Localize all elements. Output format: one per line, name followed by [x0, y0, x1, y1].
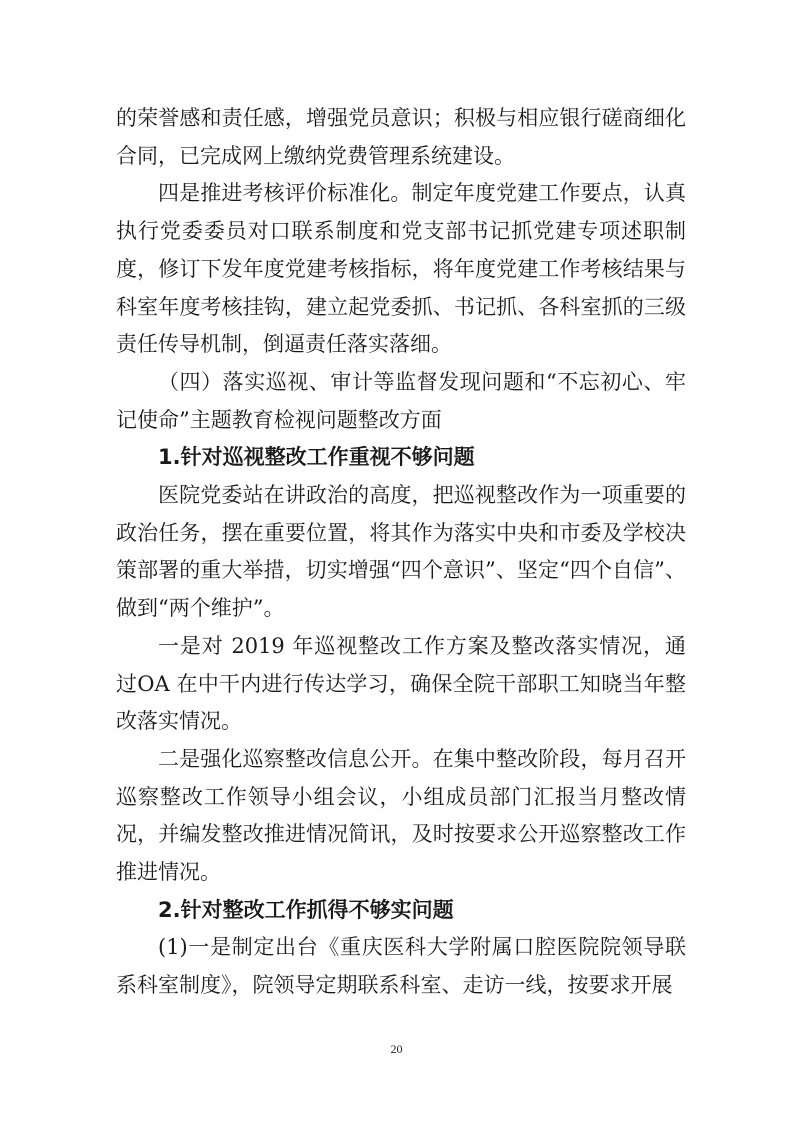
document-body [116, 100, 686, 1005]
paragraph-inspection-priority: 医院党委站在讲政治的高度，把巡视整改作为一项重要的政治任务，摆在重要位置，将其作为落实中央和市委及学校决策部署的重大举措，切实增强“四个意识”、坚定“四个自信”、做到“两个维护”。 [116, 483, 686, 621]
page-number: 20 [390, 1042, 403, 1056]
paragraph-continuation: 的荣誉感和责任感，增强党员意识；积极与相应银行磋商细化合同，已完成网上缴纳党费管理系统建设。 [116, 106, 686, 168]
paragraph-disclosure: 二是强化巡察整改信息公开。在集中整改阶段，每月召开巡察整改工作领导小组会议，小组成员部门汇报当月整改情况，并编发整改推进情况简讯，及时按要求公开巡察整改工作推进情况。 [116, 746, 686, 885]
paragraph-leadership-system: (1)一是制定出台《重庆医科大学附属口腔医院院领导联系科室制度》，院领导定期联系科室、走访一线，按要求开展 [116, 935, 686, 998]
subheading-1: 1.针对巡视整改工作重视不够问题 [158, 445, 475, 470]
paragraph-assessment: 四是推进考核评价标准化。制定年度党建工作要点，认真执行党委委员对口联系制度和党支部书记抓党建专项述职制度，修订下发年度党建考核指标，将年度党建工作考核结果与科室年度考核挂钩，建立起党委抓、书记抓、各科室抓的三级责任传导机制，倒逼责任落实落细。 [116, 181, 686, 357]
paragraph-2019-plan: 一是对 2019 年巡视整改工作方案及整改落实情况，通过OA 在中干内进行传达学习，确保全院干部职工知晓当年整改落实情况。 [116, 633, 686, 734]
section-heading-4: （四）落实巡视、审计等监督发现问题和“不忘初心、牢记使命”主题教育检视问题整改方面 [116, 369, 686, 432]
subheading-2: 2.针对整改工作抓得不够实问题 [158, 897, 454, 922]
